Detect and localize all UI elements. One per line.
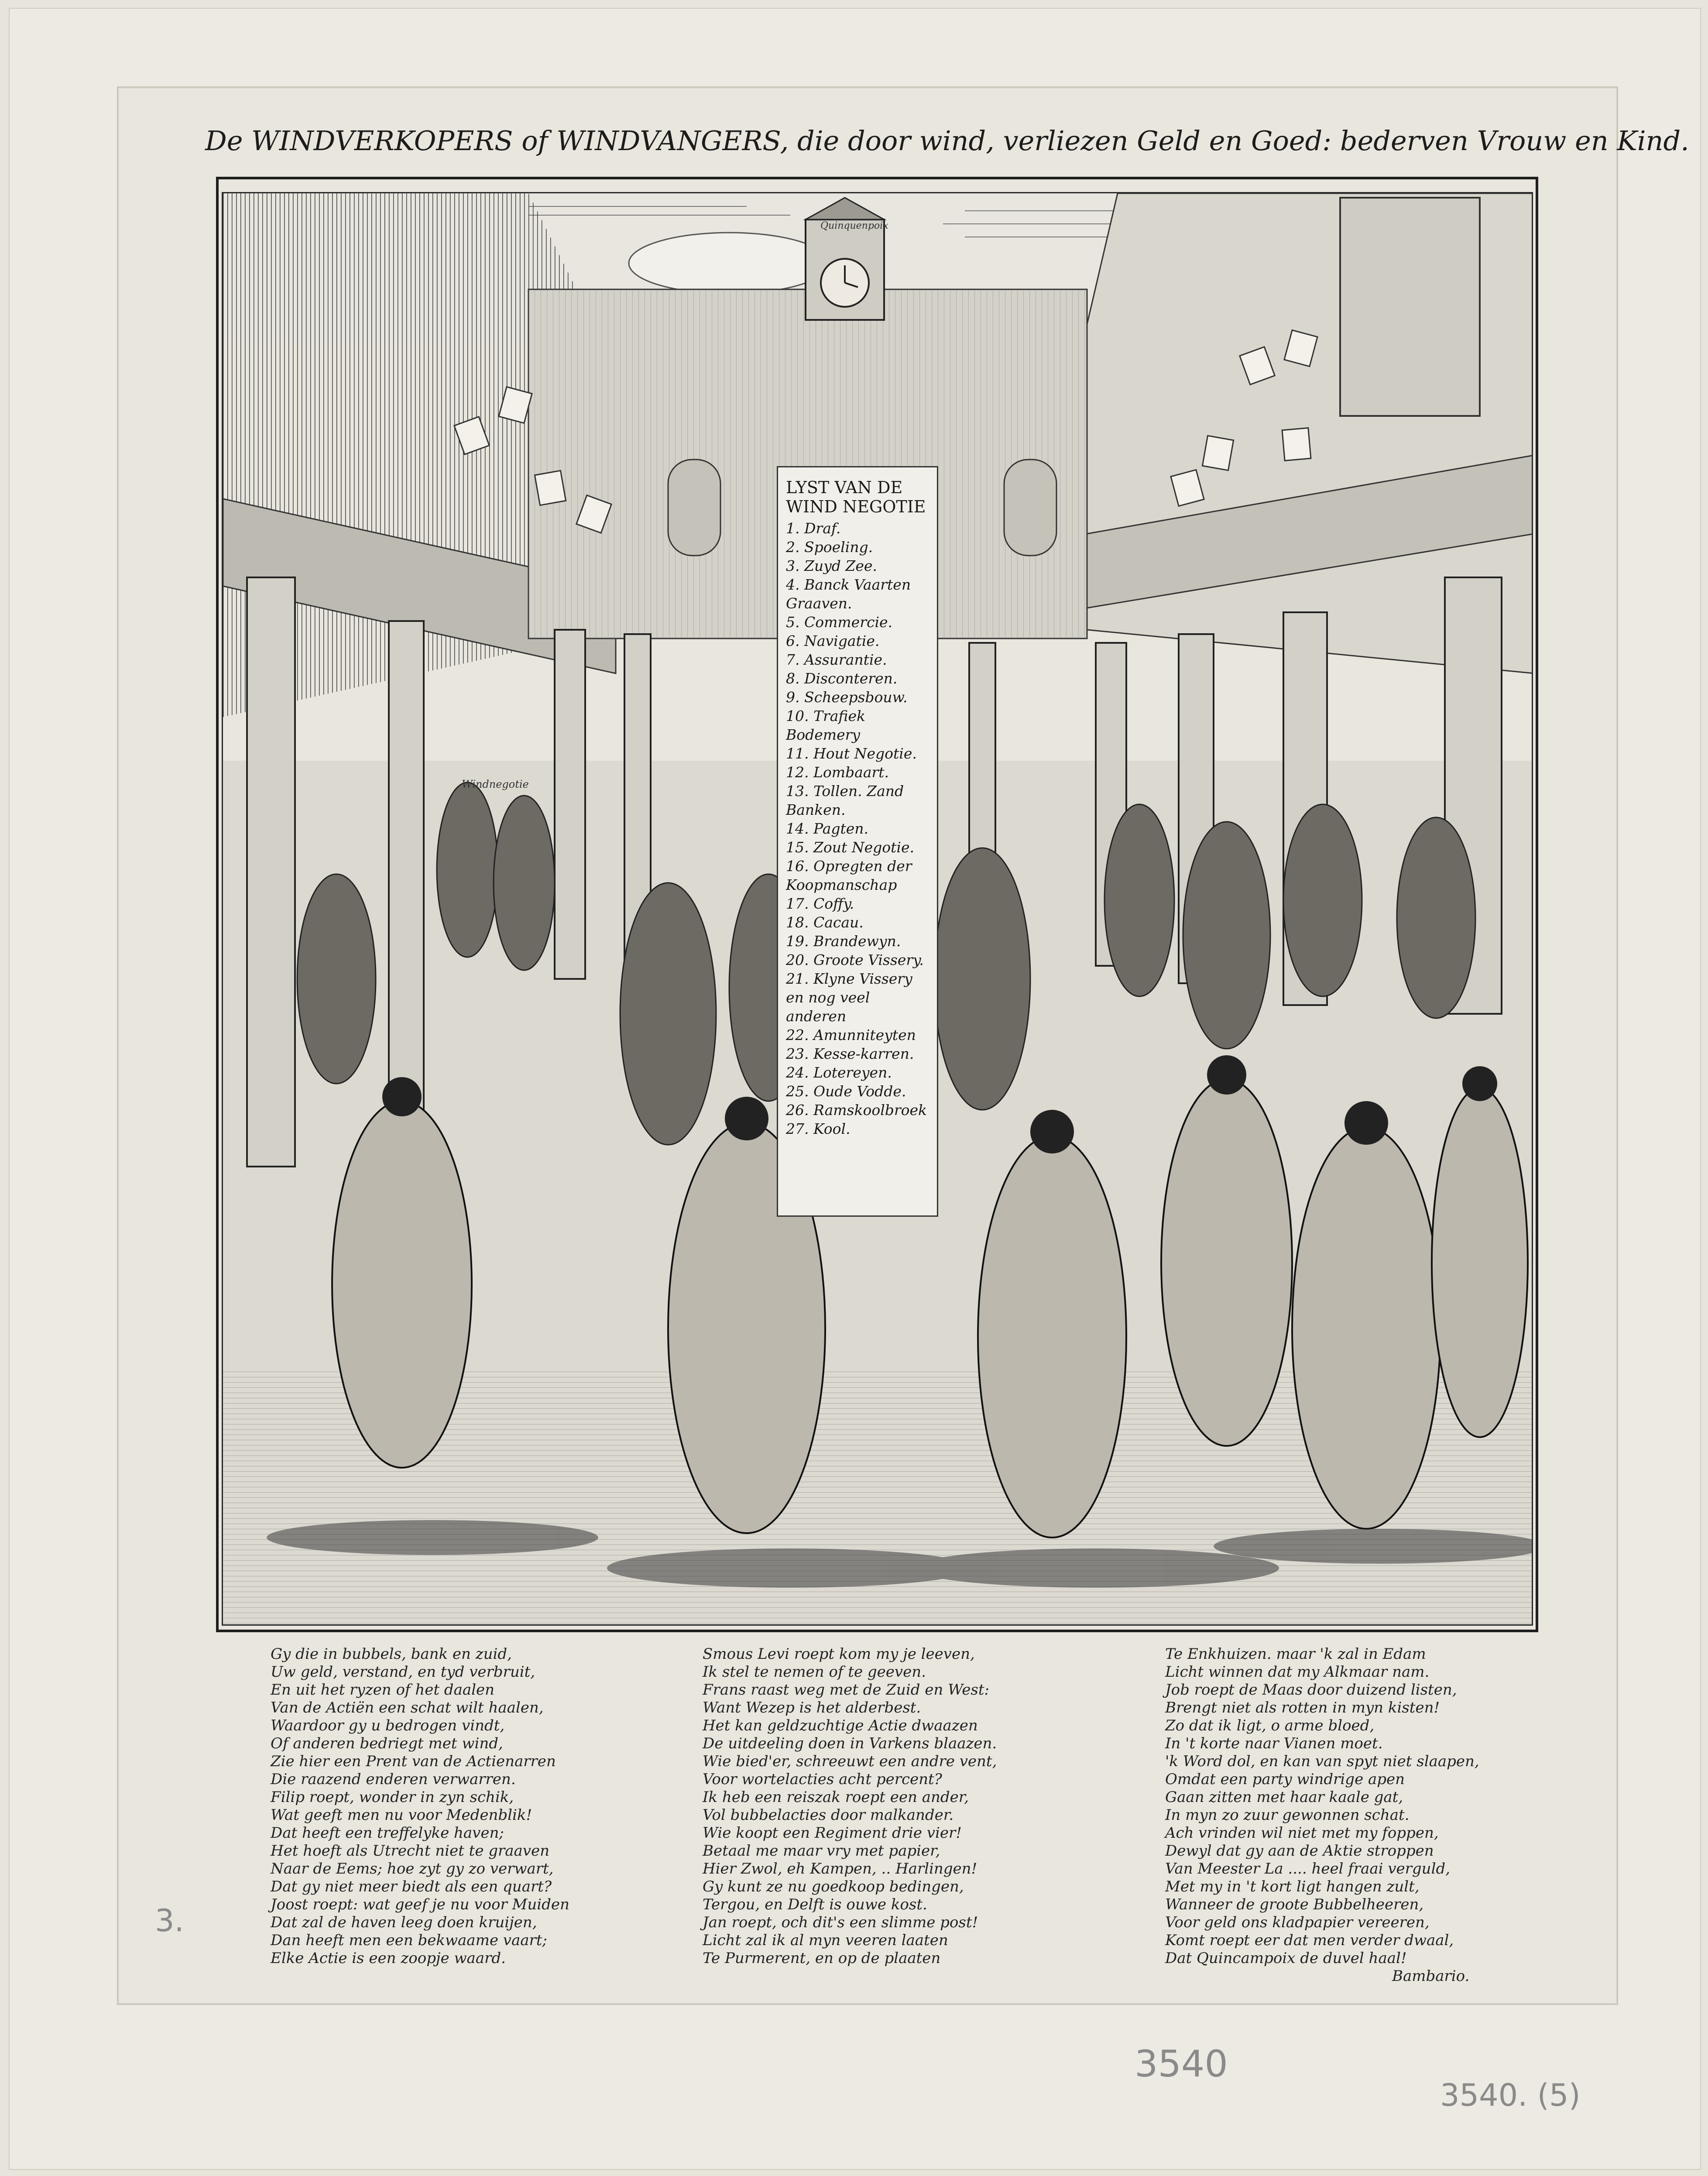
verse-line: Ach vrinden wil niet met my foppen, [1165, 1824, 1439, 1842]
list-item: 23. Kesse-karren. [786, 1045, 914, 1062]
verse-line: Of anderen bedriegt met wind, [271, 1735, 503, 1752]
list-item: 2. Spoeling. [786, 539, 873, 556]
scroll-heading: LYST VAN DE WIND NEGOTIE [786, 478, 926, 516]
verse-line: Dat zal de haven leeg doen kruijen, [271, 1914, 537, 1931]
list-item: 17. Coffy. [786, 895, 854, 912]
verse-line: Het hoeft als Utrecht niet te graaven [271, 1842, 550, 1860]
list-scroll [777, 466, 938, 1217]
verse-line: En uit het ryzen of het daalen [271, 1681, 495, 1699]
verse-line: De uitdeeling doen in Varkens blaazen. [703, 1735, 997, 1752]
verse-line: Brengt niet als rotten in myn kisten! [1165, 1699, 1440, 1716]
verse-line: Wanneer de groote Bubbelheeren, [1165, 1896, 1424, 1913]
list-item: 14. Pagten. [786, 820, 869, 837]
verse-line: Dewyl dat gy aan de Aktie stroppen [1165, 1842, 1434, 1860]
list-item: 25. Oude Vodde. [786, 1083, 906, 1100]
verse-line: Met my in 't kort ligt hangen zult, [1165, 1878, 1420, 1895]
verse-line: Van de Actiën een schat wilt haalen, [271, 1699, 544, 1716]
pencil-note: 3. [155, 1903, 184, 1939]
cloud [629, 233, 830, 294]
verse-line: Voor wortelacties acht percent? [703, 1771, 942, 1788]
verse-line: Smous Levi roept kom my je leeven, [703, 1645, 975, 1663]
verse-line: Hier Zwol, eh Kampen, .. Harlingen! [703, 1860, 977, 1877]
print-title: De WINDVERKOPERS of WINDVANGERS, die door wind, verliezen Geld en Goed: bederven Vrouw en Kind. [205, 125, 1689, 157]
verse-line: Dat heeft een treffelyke haven; [271, 1824, 504, 1842]
verse-line: Die raazend enderen verwarren. [271, 1771, 516, 1788]
list-item: 3. Zuyd Zee. [786, 557, 877, 574]
verse-line: Ik heb een reiszak roept een ander, [703, 1788, 969, 1806]
verse-line: Het kan geldzuchtige Actie dwaazen [703, 1717, 978, 1734]
verse-line: Ik stel te nemen of te geeven. [703, 1663, 926, 1681]
verse-line: Wie koopt een Regiment drie vier! [703, 1824, 962, 1842]
statue-niche-right [1004, 460, 1056, 556]
verse-line: Waardoor gy u bedrogen vindt, [271, 1717, 505, 1734]
verse-line: Filip roept, wonder in zyn schik, [271, 1788, 514, 1806]
verse-line: Komt roept eer dat men verder dwaal, [1165, 1932, 1454, 1949]
list-item: 24. Lotereyen. [786, 1064, 892, 1081]
list-item: 11. Hout Negotie. [786, 745, 917, 762]
list-item: 6. Navigatie. [786, 632, 880, 649]
pencil-note: 3540 [1135, 2042, 1228, 2085]
right-door [1340, 198, 1480, 416]
windnegotie-sign: Windnegotie [462, 778, 529, 790]
verse-column-3 [1165, 1645, 1580, 1985]
pencil-note: 3540. (5) [1440, 2077, 1581, 2113]
verse-line: Jan roept, och dit's een slimme post! [703, 1914, 978, 1931]
list-item: 19. Brandewyn. [786, 933, 901, 950]
verse-line: Gy die in bubbels, bank en zuid, [271, 1645, 512, 1663]
list-item: 22. Amunniteyten [786, 1026, 916, 1043]
list-item: 5. Commercie. [786, 614, 893, 631]
list-item: 12. Lombaart. [786, 764, 889, 781]
verse-line: Gy kunt ze nu goedkoop bedingen, [703, 1878, 964, 1895]
verse-line: Vol bubbelacties door malkander. [703, 1806, 954, 1824]
verse-line: Dat Quincampoix de duvel haal! [1165, 1949, 1407, 1967]
list-item: 10. Trafiek Bodemery [786, 707, 870, 743]
verse-line: Wie bied'er, schreeuwt een andre vent, [703, 1753, 997, 1770]
verse-line: Joost roept: wat geef je nu voor Muiden [271, 1896, 569, 1913]
list-item: 9. Scheepsbouw. [786, 689, 908, 706]
clock-label: Quinquenpoix [820, 220, 888, 231]
verse-line: Zo dat ik ligt, o arme bloed, [1165, 1717, 1375, 1734]
verse-line: Tergou, en Delft is ouwe kost. [703, 1896, 927, 1913]
verse-line: Te Purmerent, en op de plaaten [703, 1949, 941, 1967]
verse-line: Omdat een party windrige apen [1165, 1771, 1405, 1788]
verse-line: Naar de Eems; hoe zyt gy zo verwart, [271, 1860, 554, 1877]
verse-line: Voor geld ons kladpapier vereeren, [1165, 1914, 1430, 1931]
list-item: 13. Tollen. Zand Banken. [786, 783, 909, 818]
statue-niche-left [668, 460, 720, 556]
verse-line: Elke Actie is een zoopje waard. [271, 1949, 506, 1967]
list-item: 7. Assurantie. [786, 651, 887, 668]
list-item: 1. Draf. [786, 520, 841, 537]
verse-line: Te Enkhuizen. maar 'k zal in Edam [1165, 1645, 1426, 1663]
verse-line: 'k Word dol, en kan van spyt niet slaapen, [1165, 1753, 1479, 1770]
verse-line: In 't korte naar Vianen moet. [1165, 1735, 1383, 1752]
list-item: 4. Banck Vaarten Graaven. [786, 576, 916, 612]
verse-line: In myn zo zuur gewonnen schat. [1165, 1806, 1410, 1824]
verse-line: Betaal me maar vry met papier, [703, 1842, 940, 1860]
verse-line: Wat geeft men nu voor Medenblik! [271, 1806, 532, 1824]
verse-line: Licht zal ik al myn veeren laaten [703, 1932, 948, 1949]
verse-line: Van Meester La .... heel fraai verguld, [1165, 1860, 1451, 1877]
list-item: 26. Ramskoolbroek [786, 1102, 927, 1119]
wind-trade-list [786, 519, 929, 1138]
list-item: 20. Groote Vissery. [786, 951, 924, 968]
verse-line: Job roept de Maas door duizend listen, [1165, 1681, 1457, 1699]
verse-line: Gaan zitten met haar kaale gat, [1165, 1788, 1403, 1806]
list-item: 21. Klyne Vissery en nog veel anderen [786, 970, 917, 1025]
list-item: 8. Disconteren. [786, 670, 898, 687]
verse-line: Dat gy niet meer biedt als een quart? [271, 1878, 552, 1895]
verse-signature: Bambario. [1392, 1967, 1470, 1985]
verse-line: Uw geld, verstand, en tyd verbruit, [271, 1663, 535, 1681]
list-item: 18. Cacau. [786, 914, 864, 931]
list-item: 15. Zout Negotie. [786, 839, 915, 856]
verse-column-2 [703, 1645, 1139, 1967]
verse-line: Licht winnen dat my Alkmaar nam. [1165, 1663, 1430, 1681]
verse-line: Want Wezep is het alderbest. [703, 1699, 921, 1716]
list-item: 16. Opregten der Koopmanschap [786, 858, 917, 893]
verse-line: Dan heeft men een bekwaame vaart; [271, 1932, 547, 1949]
verse-column-1 [271, 1645, 707, 1967]
list-item: 27. Kool. [786, 1120, 851, 1137]
verse-line: Frans raast weg met de Zuid en West: [703, 1681, 989, 1699]
verse-line: Zie hier een Prent van de Actienarren [271, 1753, 556, 1770]
